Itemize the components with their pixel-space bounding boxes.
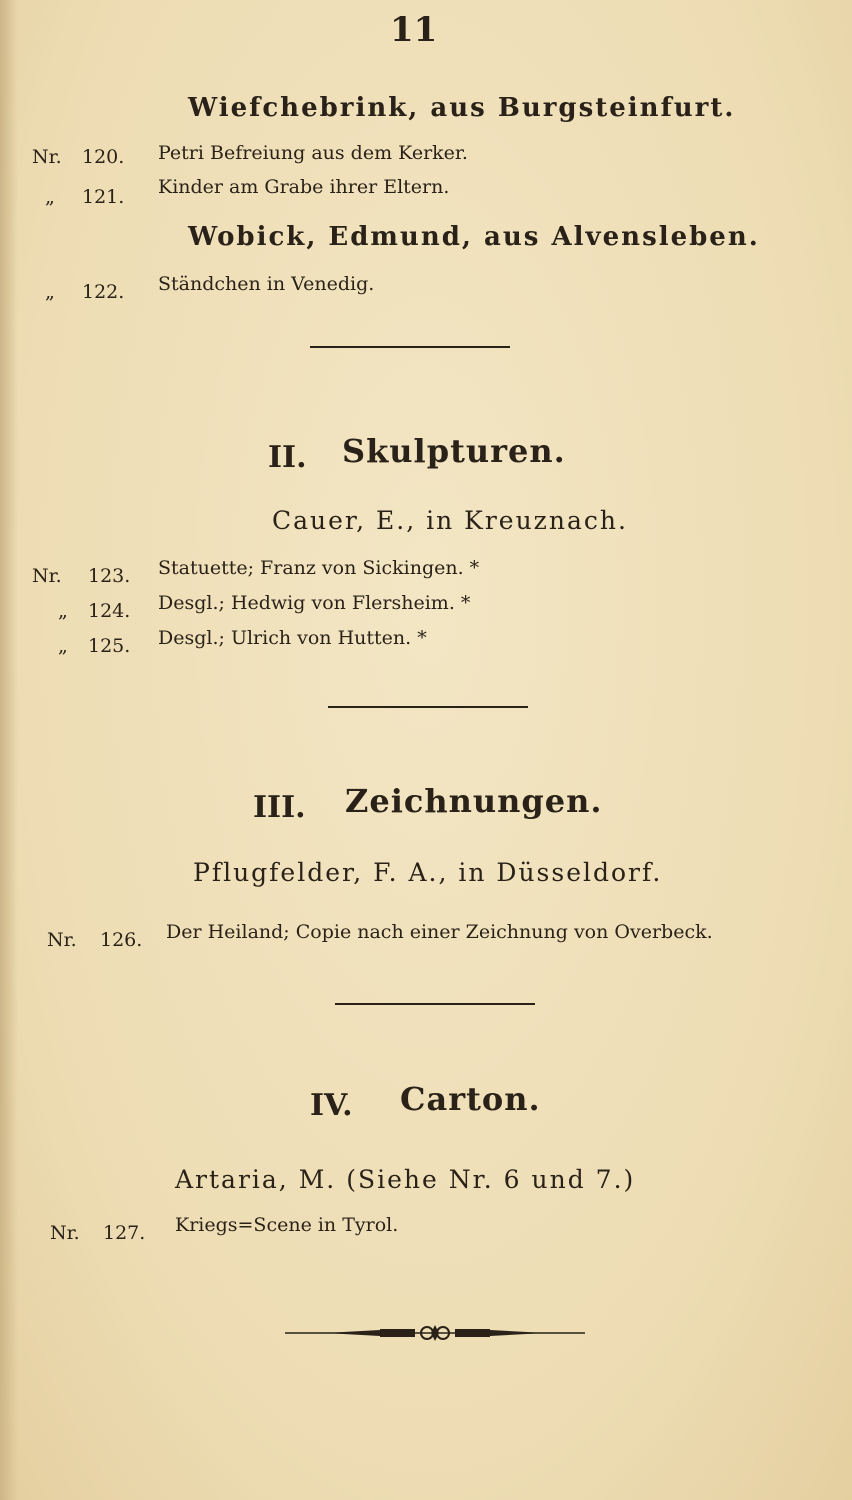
entry-title: Kriegs=Scene in Tyrol. (175, 1214, 399, 1236)
divider-rule (335, 1003, 535, 1005)
section-title: Zeichnungen. (345, 782, 603, 820)
artist-heading: Pflugfelder, F. A., in Düsseldorf. (193, 858, 663, 887)
divider-rule (328, 706, 528, 708)
entry-title: Petri Befreiung aus dem Kerker. (158, 142, 468, 164)
section-numeral: IV. (310, 1088, 353, 1123)
entry-prefix: Nr. (32, 146, 62, 168)
artist-heading: Wobick, Edmund, aus Alvensleben. (188, 222, 760, 252)
entry-prefix: Nr. (32, 565, 62, 587)
entry-prefix: Nr. (47, 929, 77, 951)
entry-prefix: Nr. (50, 1222, 80, 1244)
entry-number: 123. (88, 565, 131, 587)
section-numeral: III. (253, 790, 306, 825)
entry-prefix: „ (58, 600, 68, 622)
entry-title: Kinder am Grabe ihrer Eltern. (158, 176, 450, 198)
entry-number: 127. (103, 1222, 146, 1244)
section-title: Skulpturen. (342, 432, 566, 470)
page-number: 11 (390, 10, 438, 50)
entry-number: 121. (82, 186, 125, 208)
section-numeral: II. (268, 440, 307, 475)
entry-number: 124. (88, 600, 131, 622)
entry-title: Desgl.; Hedwig von Flersheim. * (158, 592, 471, 614)
page-gutter-shadow (0, 0, 18, 1500)
entry-title: Ständchen in Venedig. (158, 273, 375, 295)
entry-number: 126. (100, 929, 143, 951)
artist-heading: Wiefchebrink, aus Burgsteinfurt. (188, 93, 736, 123)
entry-title: Der Heiland; Copie nach einer Zeichnung von Overbeck. (166, 921, 713, 943)
entry-prefix: „ (58, 635, 68, 657)
artist-heading: Artaria, M. (Siehe Nr. 6 und 7.) (175, 1165, 636, 1194)
end-ornament (285, 1323, 585, 1343)
entry-number: 120. (82, 146, 125, 168)
entry-prefix: „ (45, 281, 55, 303)
section-title: Carton. (400, 1080, 541, 1118)
artist-heading: Cauer, E., in Kreuznach. (272, 506, 628, 535)
entry-number: 122. (82, 281, 125, 303)
entry-title: Statuette; Franz von Sickingen. * (158, 557, 480, 579)
entry-title: Desgl.; Ulrich von Hutten. * (158, 627, 427, 649)
entry-number: 125. (88, 635, 131, 657)
divider-rule (310, 346, 510, 348)
entry-prefix: „ (45, 186, 55, 208)
